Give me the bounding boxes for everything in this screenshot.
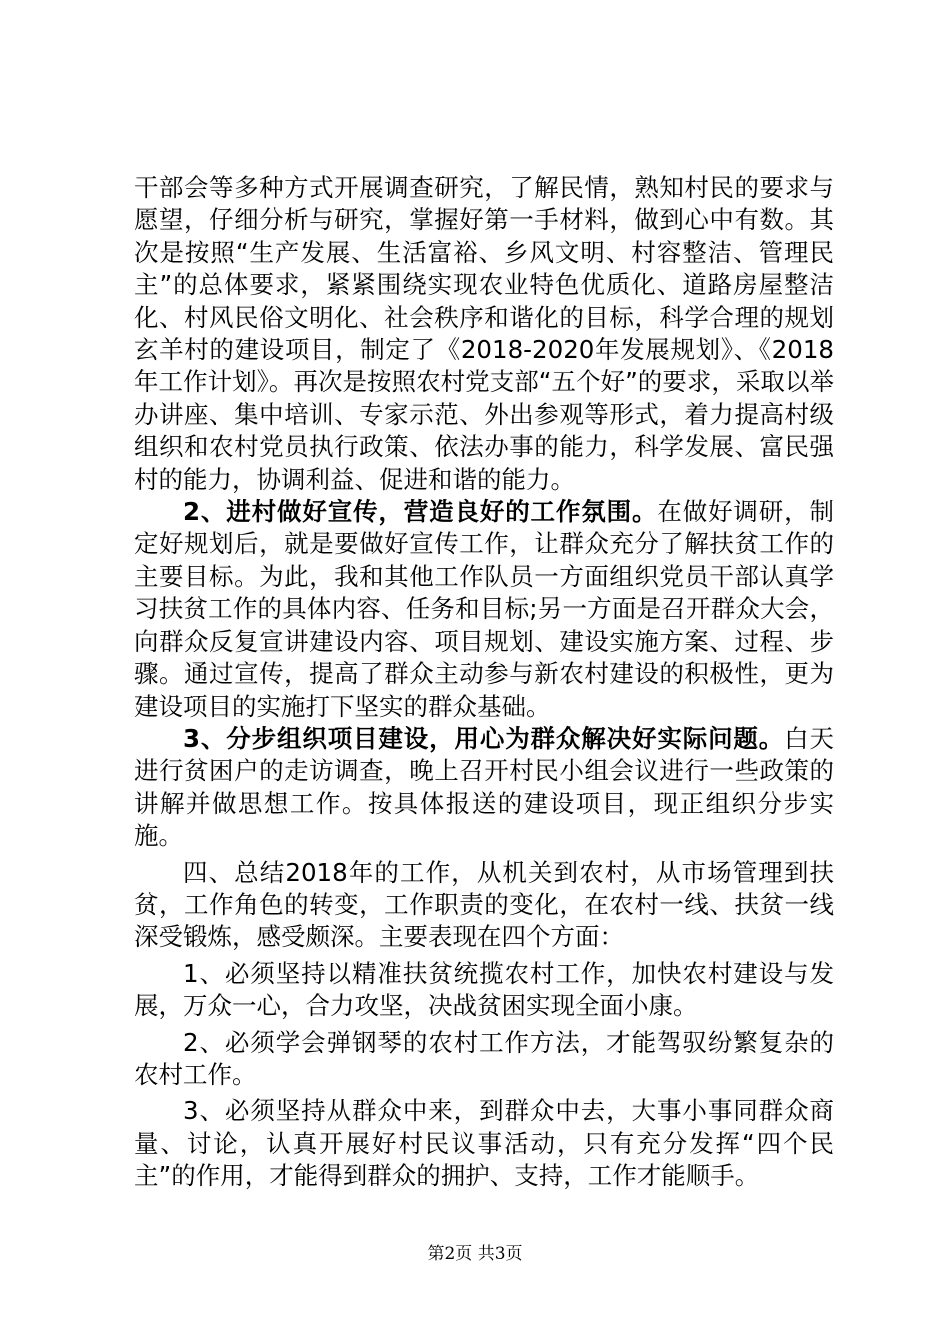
page-number: 第2页 共3页: [427, 1244, 523, 1264]
paragraph-2: [134, 496, 834, 723]
paragraph-5-text: 1、必须坚持以精准扶贫统揽农村工作，加快农村建设与发展，万众一心，合力攻坚，决战贫困实现全面小康。: [134, 958, 834, 1021]
paragraph-1: [134, 172, 834, 496]
paragraph-6-text: 2、必须学会弹钢琴的农村工作方法，才能驾驭纷繁复杂的农村工作。: [134, 1027, 834, 1089]
paragraph-6: [134, 1027, 834, 1092]
paragraph-7-text: 3、必须坚持从群众中来，到群众中去，大事小事同群众商量、讨论，认真开展好村民议事活动，只有充分发挥“四个民主”的作用，才能得到群众的拥护、支持，工作才能顺手。: [134, 1096, 834, 1191]
paragraph-5: [134, 958, 834, 1023]
paragraph-3-heading: 3、分步组织项目建设，用心为群众解决好实际问题。: [183, 723, 785, 753]
paragraph-1-text: 干部会等多种方式开展调查研究，了解民情，熟知村民的要求与愿望，仔细分析与研究，掌握好第一手材料，做到心中有数。其次是按照“生产发展、生活富裕、乡风文明、村容整洁、管理民主”的总体要求，紧紧围绕实现农业特色优质化、道路房屋整洁化、村风民俗文明化、社会秩序和谐化的目标，科学合理的规划玄羊村的建设项目，制定了《2018-2020年发展规划》、《2018年工作计划》。再次是按照农村党支部“五个好”的要求，采取以举办讲座、集中培训、专家示范、外出参观等形式，着力提高村级组织和农村党员执行政策、依法办事的能力，科学发展、富民强村的能力，协调利益、促进和谐的能力。: [134, 173, 834, 494]
paragraph-3: [134, 723, 834, 853]
paragraph-4: [134, 857, 834, 954]
paragraph-2-text: 在做好调研，制定好规划后，就是要做好宣传工作，让群众充分了解扶贫工作的主要目标。为此，我和其他工作队员一方面组织党员干部认真学习扶贫工作的具体内容、任务和目标;另一方面是召开群众大会，向群众反复宣讲建设内容、项目规划、建设实施方案、过程、步骤。通过宣传，提高了群众主动参与新农村建设的积极性，更为建设项目的实施打下坚实的群众基础。: [134, 497, 835, 721]
document-body: [134, 172, 834, 1193]
paragraph-3-text: 白天进行贫困户的走访调查，晚上召开村民小组会议进行一些政策的讲解并做思想工作。按具体报送的建设项目，现正组织分步实施。: [134, 723, 834, 851]
paragraph-7: [134, 1095, 834, 1192]
paragraph-4-text: 四、总结2018年的工作，从机关到农村，从市场管理到扶贫，工作角色的转变，工作职责的变化，在农村一线、扶贫一线深受锻炼，感受颇深。主要表现在四个方面：: [134, 857, 834, 952]
paragraph-2-heading: 2、进村做好宣传，营造良好的工作氛围。: [183, 497, 658, 527]
page-footer: [0, 1243, 950, 1265]
